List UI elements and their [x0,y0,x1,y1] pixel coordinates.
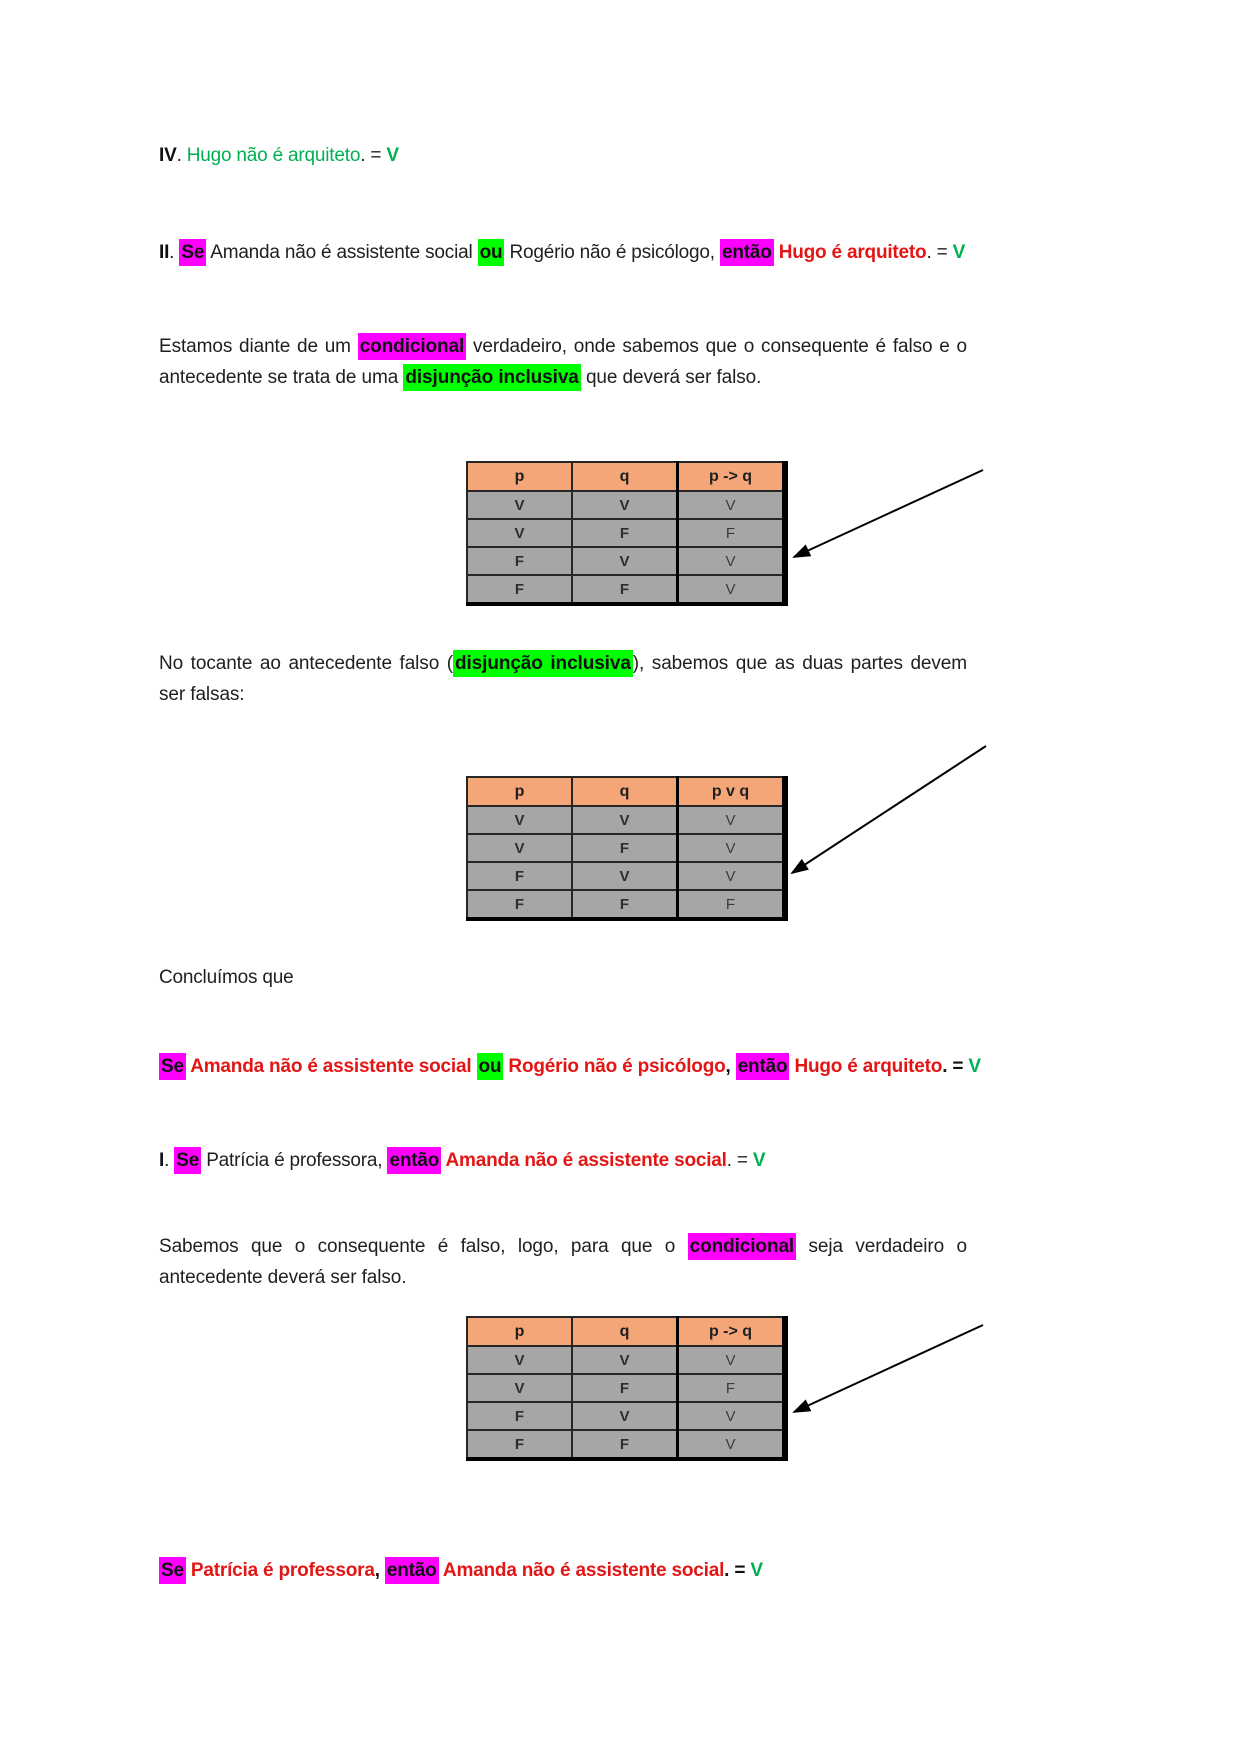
truth-table-row [467,547,785,575]
truth-table-header-cell: p -> q [678,462,786,491]
truth-table-cell: F [572,519,678,547]
truth-table-cell: F [467,1430,572,1459]
truth-table-cell: V [467,806,572,834]
text-segment-bold: . = [724,1560,751,1581]
text-segment-green-bold: V [750,1560,763,1581]
text-segment-red-bold: Rogério não é psicólogo [503,1056,726,1077]
truth-table-cell: F [467,547,572,575]
text-segment-highlight-magenta: condicional [358,333,466,360]
truth-table-cell: V [572,1346,678,1374]
truth-table-header-cell: p [467,777,572,806]
statement-ii [159,238,965,267]
truth-table-cell: V [467,834,572,862]
truth-table-cell: V [678,862,786,890]
truth-table-cell: V [572,862,678,890]
truth-table-cell: V [467,1346,572,1374]
truth-table-row [467,806,785,834]
truth-table-row [467,575,785,604]
arrow-to-last-row-icon [780,458,995,570]
truth-table-cell: V [678,1402,786,1430]
truth-table-header-cell: q [572,777,678,806]
statement-i [159,1146,765,1175]
truth-table-cell: V [678,547,786,575]
text-segment-plain: . [169,242,180,263]
text-segment-plain: . = [360,145,387,166]
truth-table-cell: F [467,575,572,604]
text-segment-plain: Rogério não é psicólogo, [504,242,720,263]
truth-table-cell: F [572,1374,678,1402]
text-segment-red-bold: Hugo é arquiteto [773,242,927,263]
truth-table-header-cell: p [467,462,572,491]
text-segment-highlight-magenta: Se [174,1147,201,1174]
text-segment-bold: II [159,242,170,263]
truth-table-cell: F [467,890,572,919]
text-segment-bold: . = [942,1056,969,1077]
truth-table-conditional-1 [466,461,788,606]
truth-table-cell: F [467,1402,572,1430]
text-segment-highlight-magenta: então [736,1053,790,1080]
truth-table-row [467,1374,785,1402]
paragraph-condicional [159,331,967,393]
truth-table-row [467,862,785,890]
text-segment-red-bold: Amanda não é assistente social [185,1056,477,1077]
text-segment-bold: , [725,1056,736,1077]
truth-table-row [467,1402,785,1430]
text-segment-bold: I [159,1150,165,1171]
text-segment-plain: Estamos diante de um [159,336,358,357]
statement-iv [159,141,399,170]
truth-table-header-cell: q [572,462,678,491]
truth-table-cell: V [572,806,678,834]
text-segment-plain: Patrícia é professora, [201,1150,388,1171]
truth-table-header-cell: p [467,1317,572,1346]
arrow-to-last-row-icon [780,1313,995,1425]
text-segment-plain: que deverá ser falso. [580,367,762,388]
truth-table-cell: F [678,1374,786,1402]
truth-table-cell: F [572,890,678,919]
truth-table-header-cell: p -> q [678,1317,786,1346]
text-segment-plain: seja verdadeiro o antecedente deverá ser falso. [159,1236,967,1288]
truth-table-row [467,1430,785,1459]
truth-table-cell: V [572,547,678,575]
text-segment-highlight-magenta: então [385,1557,439,1584]
text-segment-red-bold: Amanda não é assistente social [441,1150,727,1171]
truth-table-cell: V [678,834,786,862]
truth-table-cell: F [572,1430,678,1459]
text-segment-plain: . = [726,1150,753,1171]
text-segment-highlight-magenta: condicional [688,1233,796,1260]
truth-table-cell: V [678,1346,786,1374]
text-segment-plain: . = [926,242,953,263]
truth-table-cell: V [678,1430,786,1459]
truth-table-header-cell: p v q [678,777,786,806]
paragraph-concluimos [159,963,294,992]
text-segment-red-bold: Hugo é arquiteto [789,1056,943,1077]
text-segment-red-bold: Amanda não é assistente social [438,1560,725,1581]
conclusion-statement-i [159,1556,763,1585]
truth-table-cell: V [678,575,786,604]
truth-table-cell: F [678,519,786,547]
text-segment-bold: IV [159,145,177,166]
text-segment-bold: , [374,1560,385,1581]
text-segment-plain: Amanda não é assistente social [206,242,478,263]
text-segment-green-bold: V [952,242,966,263]
text-segment-highlight-magenta: Se [159,1053,186,1080]
text-segment-green-bold: V [752,1150,766,1171]
conclusion-statement-ii [159,1052,981,1081]
text-segment-highlight-green: disjunção inclusiva [403,364,580,391]
truth-table-cell: V [572,491,678,519]
text-segment-plain: Sabemos que o consequente é falso, logo, para que o [159,1236,688,1257]
truth-table-cell: V [572,1402,678,1430]
text-segment-highlight-magenta: então [387,1147,441,1174]
text-segment-highlight-green: disjunção inclusiva [453,650,633,677]
text-segment-plain: verdadeiro, onde sabemos que o consequente é falso e o antecedente se trata de uma [159,336,967,388]
truth-table-cell: V [467,1374,572,1402]
text-segment-plain: . [164,1150,175,1171]
truth-table-cell: F [678,890,786,919]
text-segment-highlight-green: ou [477,1053,504,1080]
text-segment-plain: ), sabemos que as duas partes devem ser falsas: [159,653,967,705]
text-segment-plain: . [176,145,187,166]
truth-table-conditional-2 [466,1316,788,1461]
truth-table-cell: V [467,491,572,519]
truth-table-cell: F [572,575,678,604]
paragraph-sabemos [159,1231,967,1293]
text-segment-highlight-green: ou [478,239,505,266]
text-segment-highlight-magenta: Se [159,1557,186,1584]
truth-table-cell: V [678,491,786,519]
truth-table-disjunction [466,776,788,921]
truth-table-cell: F [467,862,572,890]
text-segment-plain: No tocante ao antecedente falso ( [159,653,453,674]
arrow-to-last-row-icon [780,736,998,886]
truth-table-row [467,834,785,862]
text-segment-green: Hugo não é arquiteto [186,145,361,166]
paragraph-no-tocante [159,648,967,710]
truth-table-header-row [467,462,785,491]
text-segment-highlight-magenta: Se [179,239,206,266]
truth-table-cell: V [467,519,572,547]
truth-table-row [467,890,785,919]
truth-table-row [467,1346,785,1374]
text-segment-red-bold: Patrícia é professora [185,1560,375,1581]
truth-table-header-row [467,777,785,806]
text-segment-plain: Concluímos que [159,967,294,988]
text-segment-green-bold: V [968,1056,981,1077]
truth-table-row [467,491,785,519]
text-segment-green-bold: V [386,145,399,166]
text-segment-highlight-magenta: então [720,239,774,266]
truth-table-cell: V [678,806,786,834]
truth-table-row [467,519,785,547]
truth-table-header-row [467,1317,785,1346]
truth-table-cell: F [572,834,678,862]
truth-table-header-cell: q [572,1317,678,1346]
